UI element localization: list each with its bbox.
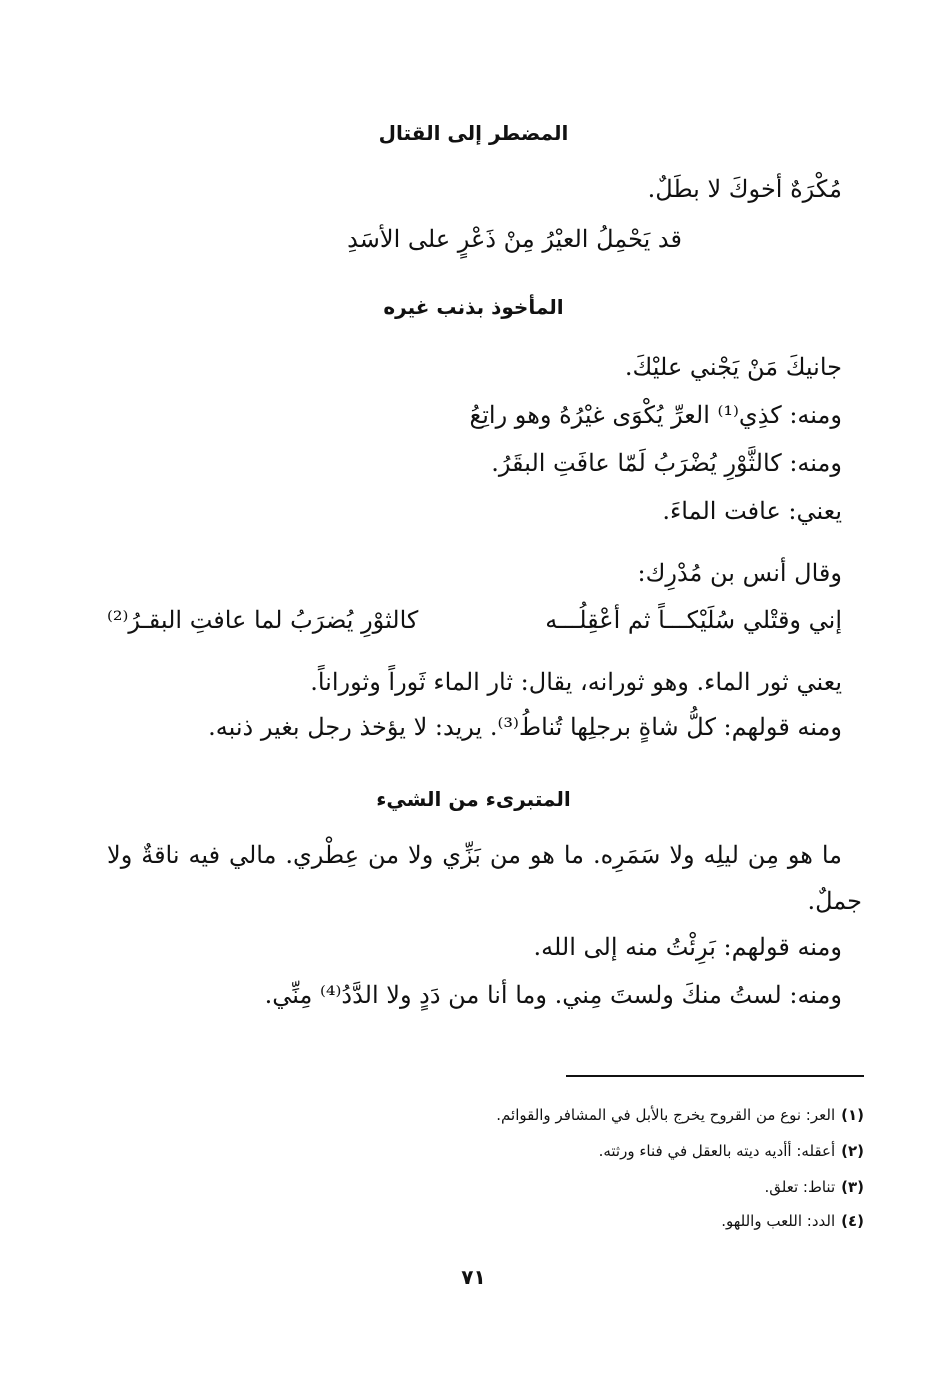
page-number: ٧١ [461,1265,486,1289]
proverb-line: ومنه قولهم: بَرِئْتُ منه إلى الله. [533,933,842,961]
proverb-line: ومنه: كذِي⁽¹⁾ العرِّ يُكْوَى غيْرُهُ وهو راتِعُ [469,401,842,429]
footnote-text: تناط: تعلق. [764,1178,836,1196]
poem-verse [107,603,842,637]
footnote-number: (٤) [841,1212,864,1230]
proverb-line: ومنه: كالثَّوْرِ يُضْرَبُ لَمّا عافَتِ البقَرُ. [491,449,842,477]
proverb-line: جانيكَ مَنْ يَجْني عليْكَ. [624,353,842,381]
explanation-line: يعني: عافت الماءَ. [662,497,842,525]
section-title-blamed: المأخوذ بذنب غيره [383,295,564,319]
footnote-text: العر: نوع من القروح يخرج بالأبل في المشافر والقوائم. [496,1106,836,1124]
footnote-number: (٣) [841,1178,864,1196]
footnote [496,1102,864,1128]
footnote [765,1174,865,1200]
proverb-line: ومنه قولهم: كلُّ شاةٍ برجلِها تُناطُ⁽³⁾. يريد: لا يؤخذ رجل بغير ذنبه. [208,713,842,741]
footnote-divider [566,1075,864,1077]
footnote-text: الدد: اللعب واللهو. [721,1212,836,1230]
poem-hemistich-first: إني وقتْلي سُلَيْكـــاً ثم أعْقِلُـــه [545,606,842,634]
explanation-line: يعني ثور الماء. وهو ثورانه، يقال: ثار الماء ثَوراً وثوراناً. [310,668,842,696]
footnote-number: (٢) [841,1142,864,1160]
verse-line: قد يَحْمِلُ العيْرُ مِنْ ذَعْرٍ على الأسَدِ [347,225,682,253]
footnote [599,1138,864,1164]
proverb-line: مُكْرَهٌ أخوكَ لا بطَلٌ. [647,175,842,203]
footnote-text: أعقله: أأديه ديته بالعقل في فناء ورثته. [598,1142,836,1160]
proverb-line: ما هو مِن ليلِه ولا سَمَرِه. ما هو من بَزِّي ولا من عِطْري. مالي فيه ناقةٌ ولا [107,841,842,869]
poem-hemistich-second: كالثوْرِ يُضرَبُ لما عافتِ البقـرُ⁽²⁾ [107,606,419,634]
footnote [721,1208,864,1234]
proverb-line-continued: جملٌ. [807,887,862,915]
section-title-compelled: المضطر إلى القتال [378,121,569,145]
section-title-disowning: المتبرىء من الشيء [376,787,571,811]
proverb-line: ومنه: لستُ منكَ ولستَ مِني. وما أنا من دَدٍ ولا الدَّدُ⁽⁴⁾ مِنِّي. [264,981,842,1009]
footnote-number: (١) [841,1106,864,1124]
attribution-line: وقال أنس بن مُدْرِك: [637,559,842,587]
